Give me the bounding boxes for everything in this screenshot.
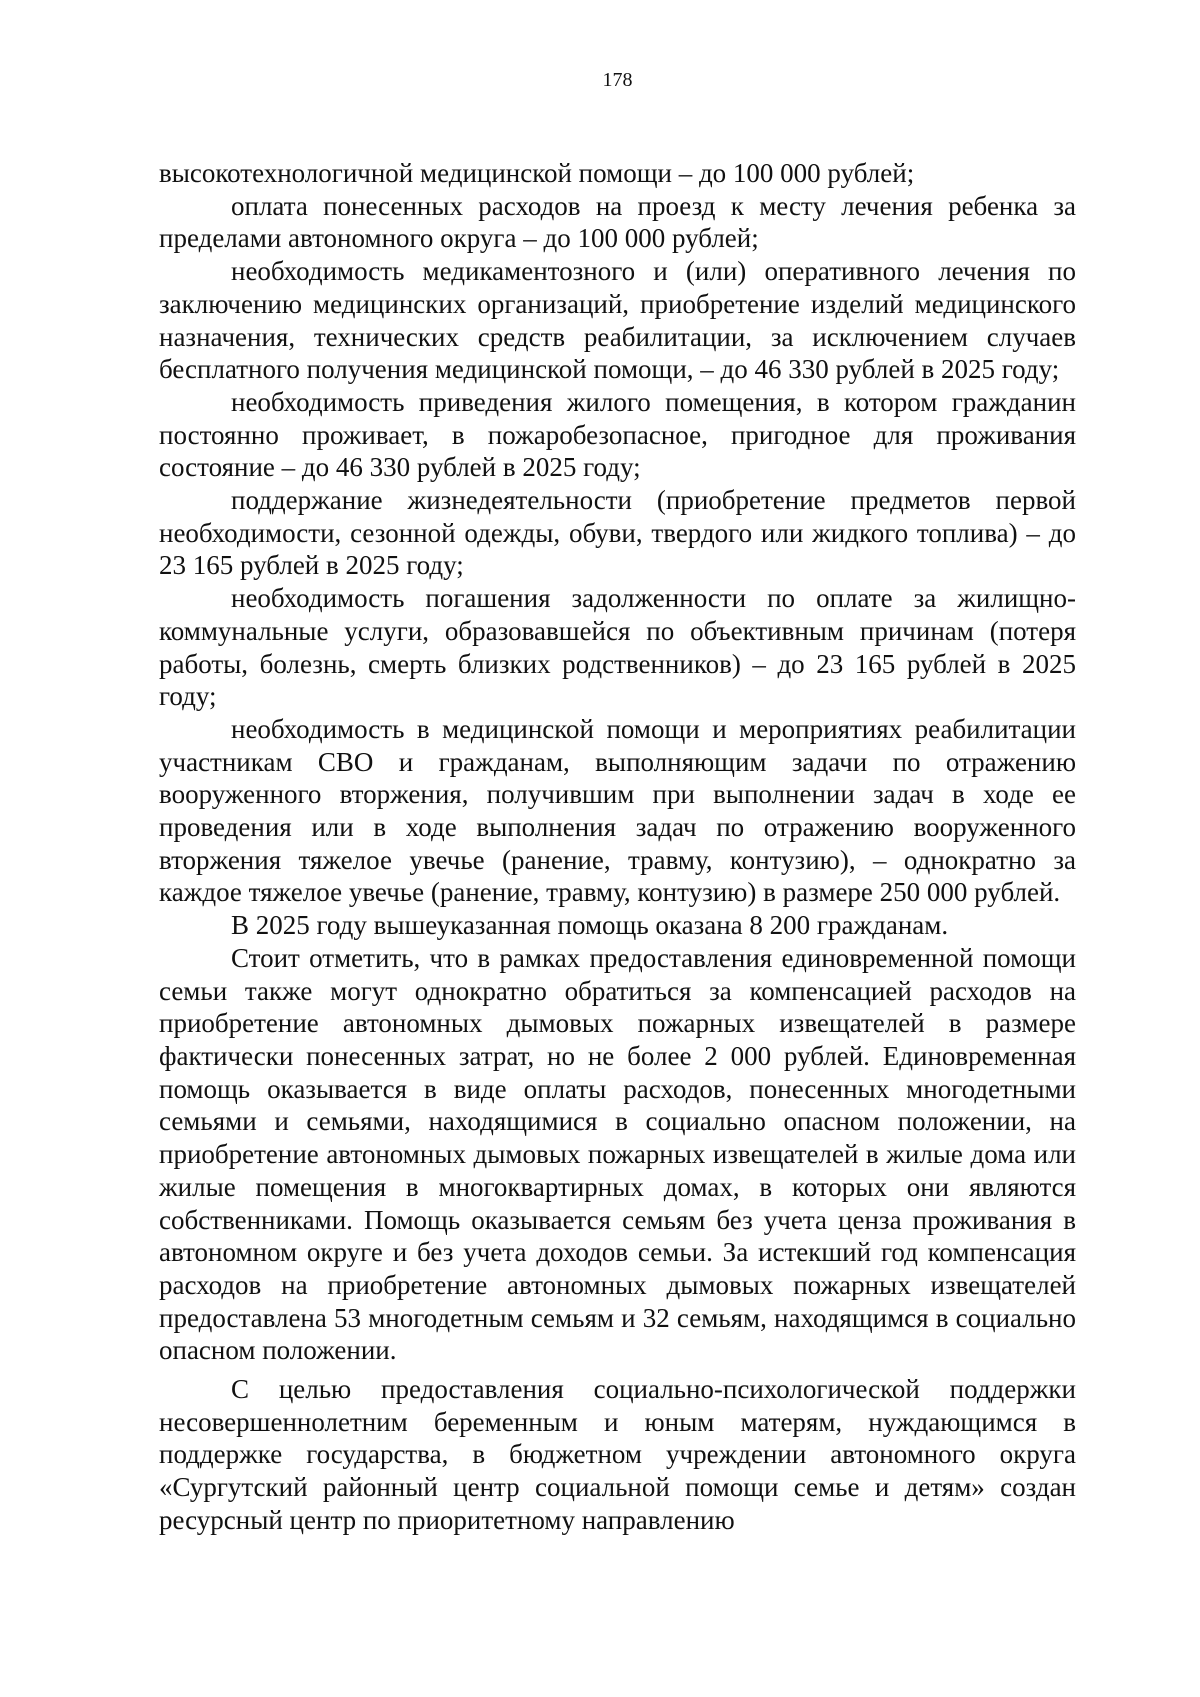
paragraph: необходимость погашения задолженности по оплате за жилищно-коммунальные услуги, образовавшейся по объективным причинам (потеря работы, болезнь, смерть близких родственников) – до 23 165 рублей в 2025 году; <box>159 583 1076 712</box>
paragraph: необходимость приведения жилого помещения, в котором гражданин постоянно проживает, в пожаробезопасное, пригодное для проживания состояние – до 46 330 рублей в 2025 году; <box>159 386 1076 483</box>
paragraph: необходимость медикаментозного и (или) оперативного лечения по заключению медицинских организаций, приобретение изделий медицинского назначения, технических средств реабилитации, за исключением случаев бесплатного получения медицинской помощи, – до 46 330 рублей в 2025 году; <box>159 256 1076 385</box>
paragraph: Стоит отметить, что в рамках предоставления единовременной помощи семьи также могут однократно обратиться за компенсацией расходов на приобретение автономных дымовых пожарных извещателей в размере фактически понесенных затрат, но не более 2 000 рублей. Единовременная помощь оказывается в виде оплаты расходов, понесенных многодетными семьями и семьями, находящимися в социально опасном положении, на приобретение автономных дымовых пожарных извещателей в жилые дома или жилые помещения в многоквартирных домах, в которых они являются собственниками. Помощь оказывается семьям без учета ценза проживания в автономном округе и без учета доходов семьи. За истекший год компенсация расходов на приобретение автономных дымовых пожарных извещателей предоставлена 53 многодетным семьям и 32 семьям, находящимся в социально опасном положении. <box>159 942 1076 1366</box>
paragraph: В 2025 году вышеуказанная помощь оказана 8 200 гражданам. <box>231 910 949 941</box>
paragraph: необходимость в медицинской помощи и мероприятиях реабилитации участникам СВО и гражданам, выполняющим задачи по отражению вооруженного вторжения, получившим при выполнении задач в ходе ее проведения или в ходе выполнения задач по отражению вооруженного вторжения тяжелое увечье (ранение, травму, контузию), – однократно за каждое тяжелое увечье (ранение, травму, контузию) в размере 250 000 рублей. <box>159 713 1076 908</box>
paragraph: С целью предоставления социально-психологической поддержки несовершеннолетним беременным и юным матерям, нуждающимся в поддержке государства, в бюджетном учреждении автономного округа «Сургутский районный центр социальной помощи семье и детям» создан ресурсный центр по приоритетному направлению <box>159 1374 1076 1535</box>
paragraph: высокотехнологичной медицинской помощи – до 100 000 рублей; <box>159 158 915 188</box>
document-body <box>159 157 1076 1537</box>
paragraph: поддержание жизнедеятельности (приобретение предметов первой необходимости, сезонной одежды, обуви, твердого или жидкого топлива) – до 23 165 рублей в 2025 году; <box>159 485 1076 581</box>
page-number: 178 <box>602 69 633 91</box>
paragraph: оплата понесенных расходов на проезд к месту лечения ребенка за пределами автономного округа – до 100 000 рублей; <box>159 190 1076 254</box>
